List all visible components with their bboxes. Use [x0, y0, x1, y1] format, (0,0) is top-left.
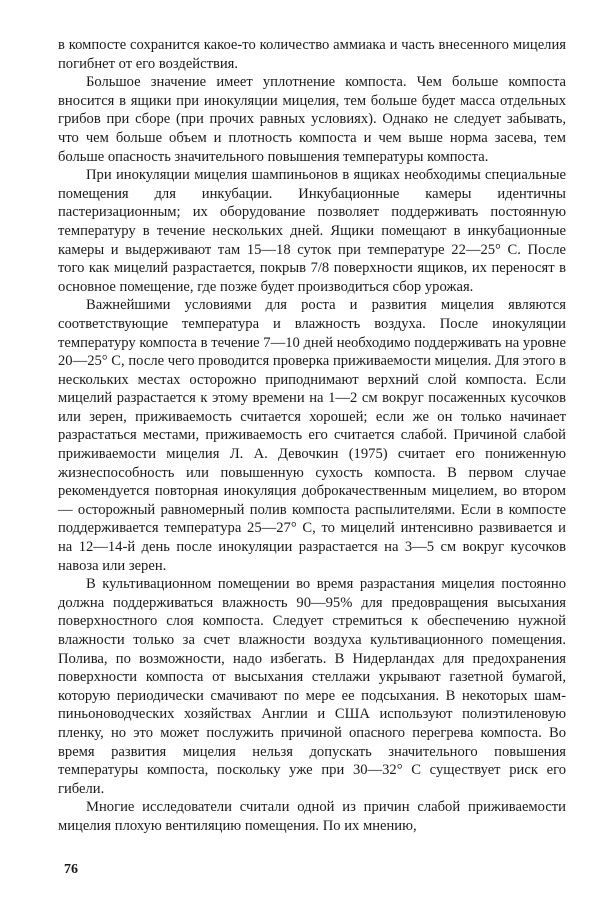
paragraph-2: Большое значение имеет уплотнение компоста. Чем больше компоста вносится в ящики при инокуляции мицелия, тем больше будет масса отдельных грибов при сборе (при прочих равных условиях). Однако не следует забывать, что чем больше объем и плотность компоста и чем выше норма засева, тем больше опасность значительного повышения температуры компоста. [58, 74, 566, 165]
page-body [58, 36, 566, 836]
page-number: 76 [64, 862, 78, 877]
paragraph-4: Важнейшими условиями для роста и развития мицелия являются соответствующие температура и влажность воздуха. После инокуляции температуру компоста в течение 7—10 дней необходимо поддерживать на уровне 20—25° С, после чего проводится проверка приживаемости мицелия. Для этого в нескольких местах осторожно приподнимают верхний слой компоста. Если мицелий разрастается к этому времени на 1—2 см вокруг посаженных кусочков или зерен, приживаемость считается хорошей; если же он только начинает разрастаться местами, приживаемость его считается слабой. Причиной слабой приживаемости мицелия Л. А. Девочкин (1975) считает его пониженную жизнеспособность или повышенную сухость компоста. В первом случае рекомендуется повторная инокуляция доброкачественным мицелием, во втором — осторожный равномерный полив компоста распылителями. Если в компосте поддерживается температура 25—27° С, то мицелий интенсивно развивается и на 12—14-й день после инокуляции разрастается на 3—5 см вокруг кусочков навоза или зерен. [58, 297, 566, 574]
paragraph-1: в компосте сохранится какое-то количество аммиака и часть внесенного мицелия погибнет от его воздействия. [58, 37, 566, 72]
paragraph-6: Многие исследователи считали одной из причин слабой приживаемости мицелия плохую вентиляцию помещения. По их мнению, [58, 799, 566, 834]
paragraph-3: При инокуляции мицелия шампиньонов в ящиках необходимы специальные помещения для инкубации. Инкубационные камеры идентичны пастеризационным; их оборудование позволяет поддерживать постоянную температуру в течение нескольких дней. Ящики помещают в инкубационные камеры и выдерживают там 15—18 суток при температуре 22—25° С. После того как мицелий разрастается, покрыв 7/8 поверхности ящиков, их переносят в основное помещение, где позже будет производиться сбор урожая. [58, 167, 566, 295]
paragraph-5: В культивационном помещении во время разрастания мицелия постоянно должна поддерживаться влажность 90—95% для предовращения высыхания поверхностного слоя компоста. Следует стремиться к обеспечению нужной влажности только за счет влажности воздуха культивационного помещения. Полива, по возможности, надо избегать. В Нидерландах для предохранения поверхности компоста от высыхания стеллажи укрывают газетной бумагой, которую периодически смачивают по мере ее подсыхания. В некоторых шампиньоноводческих хозяйствах Англии и США используют полиэтиленовую пленку, но это может послужить причиной опасного перегрева компоста. Во время развития мицелия нельзя допускать значительного повышения температуры компоста, поскольку уже при 30—32° С существует риск его гибели. [58, 576, 566, 797]
